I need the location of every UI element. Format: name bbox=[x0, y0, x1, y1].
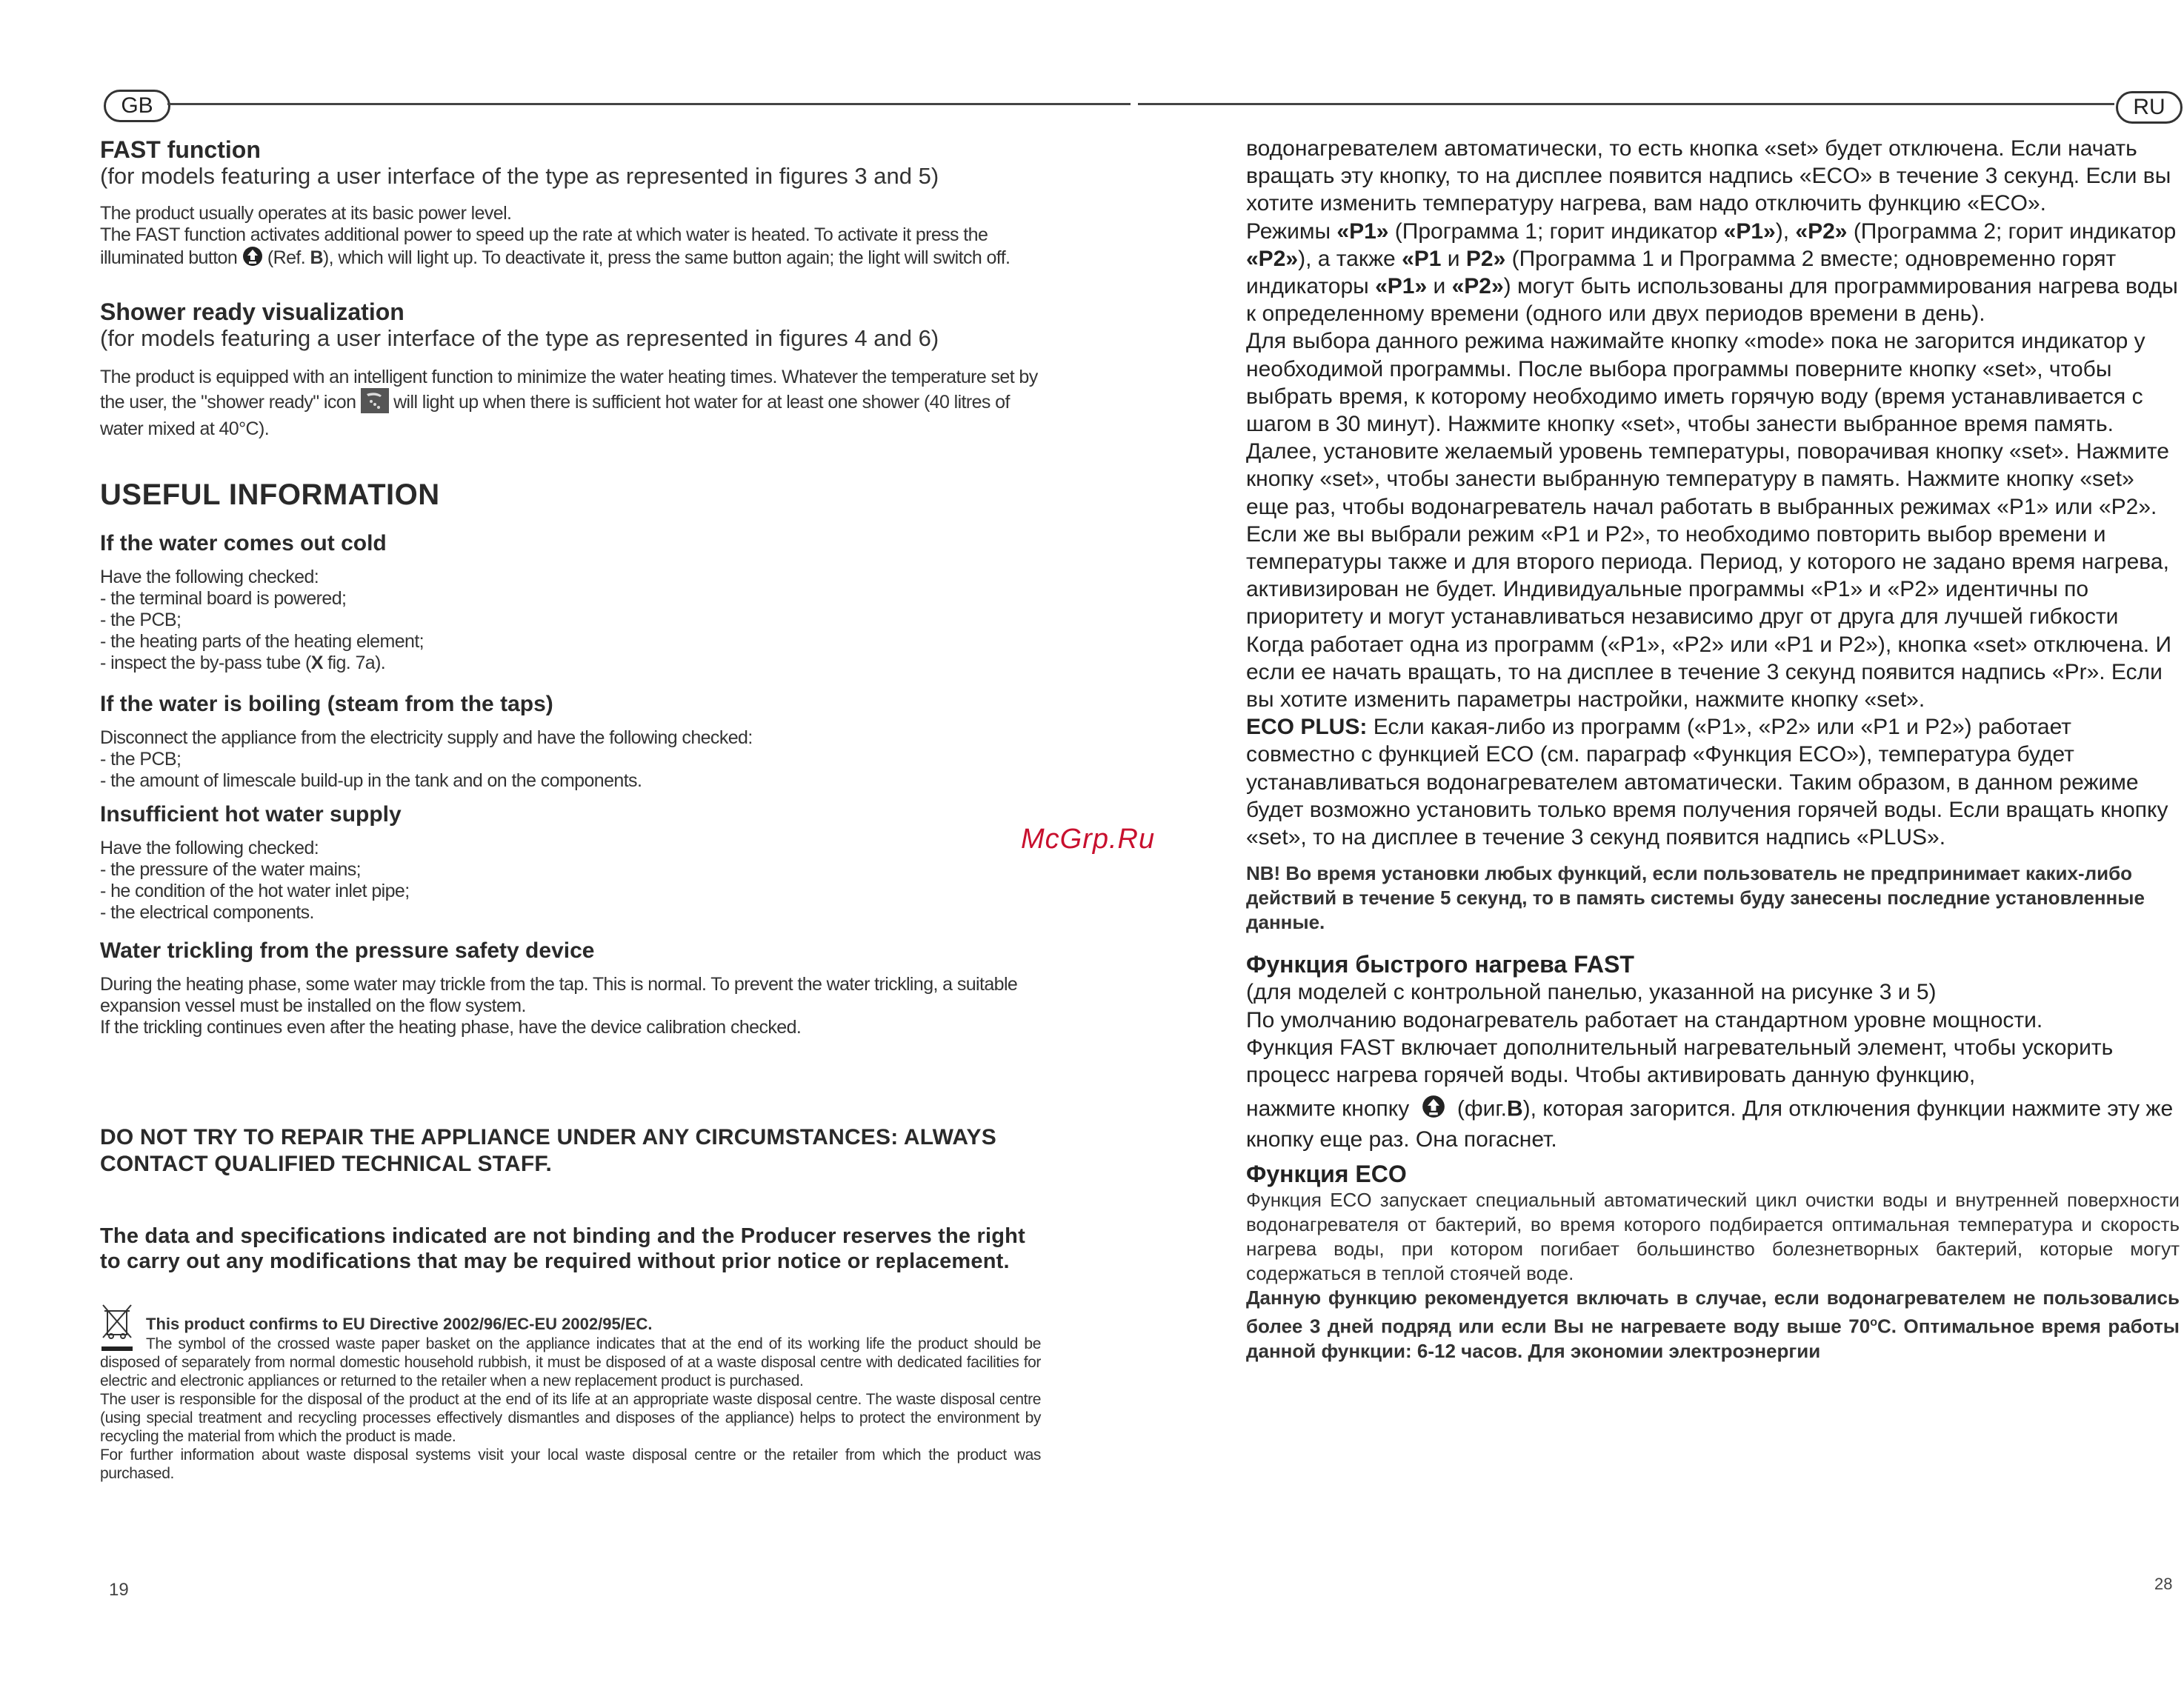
ru-p1: водонагревателем автоматически, то есть кнопка «set» будет отключена. Если начать вращать эту кнопку, то на дисплее появится надпись «ECO» в течение 3 секунд. Если вы хотите изменить температуру нагрева, вам надо отключить функцию «ECO». bbox=[1246, 136, 2171, 216]
fast-button-icon bbox=[242, 246, 263, 272]
shower-ready-icon bbox=[361, 388, 389, 418]
left-page bbox=[100, 133, 1041, 1483]
ru-p2-3: «P1» bbox=[1723, 218, 1776, 244]
fast-button-icon-ru bbox=[1422, 1095, 1445, 1125]
cold-line-1: - the terminal board is powered; bbox=[100, 588, 347, 609]
cold-line-4c: fig. 7a). bbox=[322, 653, 386, 673]
ru-p2-14: и bbox=[1427, 274, 1452, 299]
ru-p6: Когда работает одна из программ («P1», «P2» или «P1 и P2»), кнопка «set» отключена. И если ее начать вращать, то на дисплее в течение 3 секунд появится надпись «Pr». Если вы хотите изменить параметры настройки, нажмите кнопку «set». bbox=[1246, 632, 2172, 712]
ru-p2-12: (Программа 1 и Программа 2 вместе; одновременно горят индикаторы bbox=[1246, 246, 2117, 299]
ru-fast-p3b: (фиг. bbox=[1456, 1096, 1507, 1121]
fast-subtitle: (for models featuring a user interface of the type as represented in figures 3 and 5) bbox=[100, 163, 939, 189]
fast-p2 bbox=[100, 224, 1041, 272]
header-rule-right bbox=[1138, 103, 2114, 105]
fast-p2-ref: B bbox=[310, 247, 323, 269]
ru-fast-p2: Функция FAST включает дополнительный нагревательный элемент, чтобы ускорить процесс нагрева горячей воды. Чтобы активировать данную функцию, bbox=[1246, 1035, 2114, 1088]
trickle-line-1: If the trickling continues even after the heating phase, have the device calibration checked. bbox=[100, 1017, 802, 1038]
weee-title: This product confirms to EU Directive 2002/96/EC-EU 2002/95/EC. bbox=[146, 1315, 653, 1333]
trickle-title: Water trickling from the pressure safety device bbox=[100, 938, 595, 963]
fast-p2-end: ), which will light up. To deactivate it, press the same button again; the light will switch off. bbox=[322, 247, 1011, 269]
insuf-line-3: - the electrical components. bbox=[100, 902, 314, 923]
crossed-bin-icon bbox=[100, 1302, 134, 1356]
ru-p2-13: «P1» bbox=[1375, 274, 1428, 299]
shower-p1-text: The product is equipped with an intelligent function to minimize the water heating times. Whatever the temperature set by the user, the "shower ready" icon bbox=[100, 367, 1038, 413]
cold-line-4b: X bbox=[310, 653, 323, 673]
lang-badge-ru: RU bbox=[2116, 91, 2183, 124]
ru-p2-16: ) могут быть использованы для программирования нагрева воды к определенному времени (одного или двух периодов времени в день). bbox=[1246, 274, 2178, 327]
ru-fast-p3c: ), которая загорится. Для отключения функции нажмите эту же кнопку еще раз. Она погаснет. bbox=[1246, 1096, 2174, 1152]
cold-line-3: - the heating parts of the heating element; bbox=[100, 631, 425, 652]
ru-eco-p2 bbox=[1246, 1286, 2180, 1364]
weee-body-2: The user is responsible for the disposal of the product at the end of its life at an appropriate waste disposal centre. The waste disposal centre (using special treatment and recycling processes effectively dismantles and disposes of the appliance) helps to protect the environment by recycling the material from which the product is made. bbox=[100, 1391, 1041, 1445]
lang-badge-gb: GB bbox=[104, 90, 170, 122]
fast-p1: The product usually operates at its basic power level. bbox=[100, 203, 512, 224]
shower-p1 bbox=[100, 367, 1041, 440]
ru-p5: Если же вы выбрали режим «P1 и P2», то необходимо повторить выбор времени и температуры также и для второго периода. Период, у которого не задано время нагрева, активизирован не будет. Индивидуальные программы «P1» и «P2» идентичны по приоритету и могут устанавливаться независимо друг от друга для лучшей гибкости bbox=[1246, 521, 2169, 630]
header-rule-left bbox=[167, 103, 1131, 105]
ru-p2-1: «P1» bbox=[1336, 218, 1389, 244]
ru-fast-p1: По умолчанию водонагреватель работает на стандартном уровне мощности. bbox=[1246, 1007, 2043, 1032]
ru-eco-plus-label: ECO PLUS: bbox=[1246, 715, 1368, 740]
fast-title: FAST function bbox=[100, 136, 261, 163]
ru-eco-title: Функция ECO bbox=[1246, 1160, 1407, 1187]
weee-block bbox=[100, 1314, 1041, 1483]
repair-warning: DO NOT TRY TO REPAIR THE APPLIANCE UNDER ANY CIRCUMSTANCES: ALWAYS CONTACT QUALIFIED TECHNICAL STAFF. bbox=[100, 1125, 996, 1176]
ru-nb: NB! Во время установки любых функций, если пользователь не предпринимает каких-либо действий в течение 5 секунд, то в память системы буду занесены последние установленные данные. bbox=[1246, 862, 2145, 934]
ru-fast-p3ref: B bbox=[1506, 1096, 1523, 1121]
ru-p3: Для выбора данного режима нажимайте кнопку «mode» пока не загорится индикатор у необходимой программы. После выбора программы поверните кнопку «set», чтобы выбрать время, к которому необходимо иметь горячую воду (время устанавливается с шагом в 30 минут). Нажмите кнопку «set», чтобы занести выбранное время память. bbox=[1246, 329, 2145, 437]
boil-line-2: - the amount of limescale build-up in the tank and on the components. bbox=[100, 770, 642, 791]
ru-p2-8: ), а также bbox=[1298, 246, 1402, 271]
disclaimer: The data and specifications indicated are not binding and the Producer reserves the right to carry out any modifications that may be required without prior notice or replacement. bbox=[100, 1224, 1025, 1273]
ru-eco-p2a: Данную функцию рекомендуется включать в случае, если водонагревателем не пользовались более 3 дней подряд или если Вы не нагреваете воду выше 70 bbox=[1246, 1286, 2180, 1338]
ru-p2-9: «P1 bbox=[1402, 246, 1442, 271]
ru-eco-plus bbox=[1246, 713, 2180, 851]
ru-p4: Далее, установите желаемый уровень температуры, поворачивая кнопку «set». Нажмите кнопку «set», чтобы занести выбранную температуру в память. Нажмите кнопку «set» еще раз, чтобы водонагреватель начал работать в выбранных режимах «P1» или «P2». bbox=[1246, 439, 2169, 519]
ru-fast-p3a: нажмите кнопку bbox=[1246, 1096, 1410, 1121]
insufficient-title: Insufficient hot water supply bbox=[100, 802, 402, 827]
ru-fast-p3 bbox=[1246, 1095, 2180, 1152]
cold-line-0: Have the following checked: bbox=[100, 567, 319, 587]
insuf-line-1: - the pressure of the water mains; bbox=[100, 859, 361, 880]
boil-line-0: Disconnect the appliance from the electricity supply and have the following checked: bbox=[100, 727, 753, 748]
trickle-line-0: During the heating phase, some water may trickle from the tap. This is normal. To prevent the water trickling, a suitable expansion vessel must be installed on the flow system. bbox=[100, 974, 1018, 1016]
insuf-line-0: Have the following checked: bbox=[100, 838, 319, 858]
ru-p2-5: «P2» bbox=[1795, 218, 1848, 244]
ru-fast-sub: (для моделей с контрольной панелью, указанной на рисунке 3 и 5) bbox=[1246, 980, 1937, 1005]
ru-p2-4: ), bbox=[1775, 218, 1796, 244]
cold-line-4a: - inspect the by-pass tube ( bbox=[100, 653, 311, 673]
boil-title: If the water is boiling (steam from the taps) bbox=[100, 692, 553, 716]
cold-line-2: - the PCB; bbox=[100, 610, 182, 630]
ru-p2-2: (Программа 1; горит индикатор bbox=[1388, 218, 1724, 244]
ru-eco-p2b: C. Оптимальное время работы данной функции: 6-12 часов. Для экономии электроэнергии bbox=[1246, 1315, 2180, 1362]
ru-p2-6: (Программа 2; горит индикатор bbox=[1847, 218, 2177, 244]
shower-p1-end: will light up when there is sufficient hot water for at least one shower (40 litres of water mixed at 40°C). bbox=[100, 392, 1010, 439]
cold-line-4 bbox=[100, 653, 1041, 674]
weee-body-3: For further information about waste disposal systems visit your local waste disposal centre or the retailer from which the product was purchased. bbox=[100, 1446, 1041, 1482]
shower-title: Shower ready visualization bbox=[100, 298, 404, 325]
ru-p2 bbox=[1246, 218, 2180, 328]
fast-p2-text: The FAST function activates additional power to speed up the rate at which water is heated. To activate it press the illuminated button bbox=[100, 224, 988, 269]
page-number-left: 19 bbox=[109, 1580, 129, 1600]
ru-eco-plus-text: Если какая-либо из программ («P1», «P2» или «P1 и P2») работает совместно с функцией ECO (см. параграф «Функция ECO»), температура будет устанавливаться водонагревателем автоматически. Таким образом, в данном режиме будет возможно установить только время получения горячей воды. Если вращать кнопку «set», то на дисплее в течение 3 секунд появится надпись «PLUS». bbox=[1246, 715, 2168, 850]
ru-p2-15: «P2» bbox=[1451, 274, 1504, 299]
ru-p2-11: P2» bbox=[1465, 246, 1506, 271]
boil-line-1: - the PCB; bbox=[100, 749, 182, 770]
cold-title: If the water comes out cold bbox=[100, 531, 387, 555]
ru-fast-title: Функция быстрого нагрева FAST bbox=[1246, 951, 1634, 978]
ru-p2-0: Режимы bbox=[1246, 218, 1337, 244]
ru-p2-10: и bbox=[1441, 246, 1466, 271]
ru-eco-p1: Функция ECO запускает специальный автоматический цикл очистки воды и внутренней поверхности водонагревателя от бактерий, во время которого подбирается оптимальная температура и скорость нагрева воды, при котором погибает большинство болезнетворных бактерий, которые могут содержаться в теплой стоячей воде. bbox=[1246, 1188, 2180, 1284]
ru-eco-p2sup: o bbox=[1870, 1315, 1877, 1329]
useful-info-title: USEFUL INFORMATION bbox=[100, 478, 440, 511]
ru-p2-7: «P2» bbox=[1246, 246, 1299, 271]
insuf-line-2: - he condition of the hot water inlet pipe; bbox=[100, 881, 410, 901]
weee-body-1: The symbol of the crossed waste paper basket on the appliance indicates that at the end of its working life the product should be disposed of separately from normal domestic household rubbish, it must be disposed of at a waste disposal centre with dedicated facilities for electric and electronic appliances or returned to the retailer when a new replacement product is purchased. bbox=[100, 1335, 1041, 1389]
shower-subtitle: (for models featuring a user interface of the type as represented in figures 4 and 6) bbox=[100, 325, 939, 351]
right-page bbox=[1246, 135, 2180, 1364]
watermark-mcgrp: McGrp.Ru bbox=[1021, 824, 1156, 855]
page-number-right: 28 bbox=[2154, 1575, 2173, 1593]
fast-p2-ref-open: (Ref. bbox=[267, 247, 306, 269]
